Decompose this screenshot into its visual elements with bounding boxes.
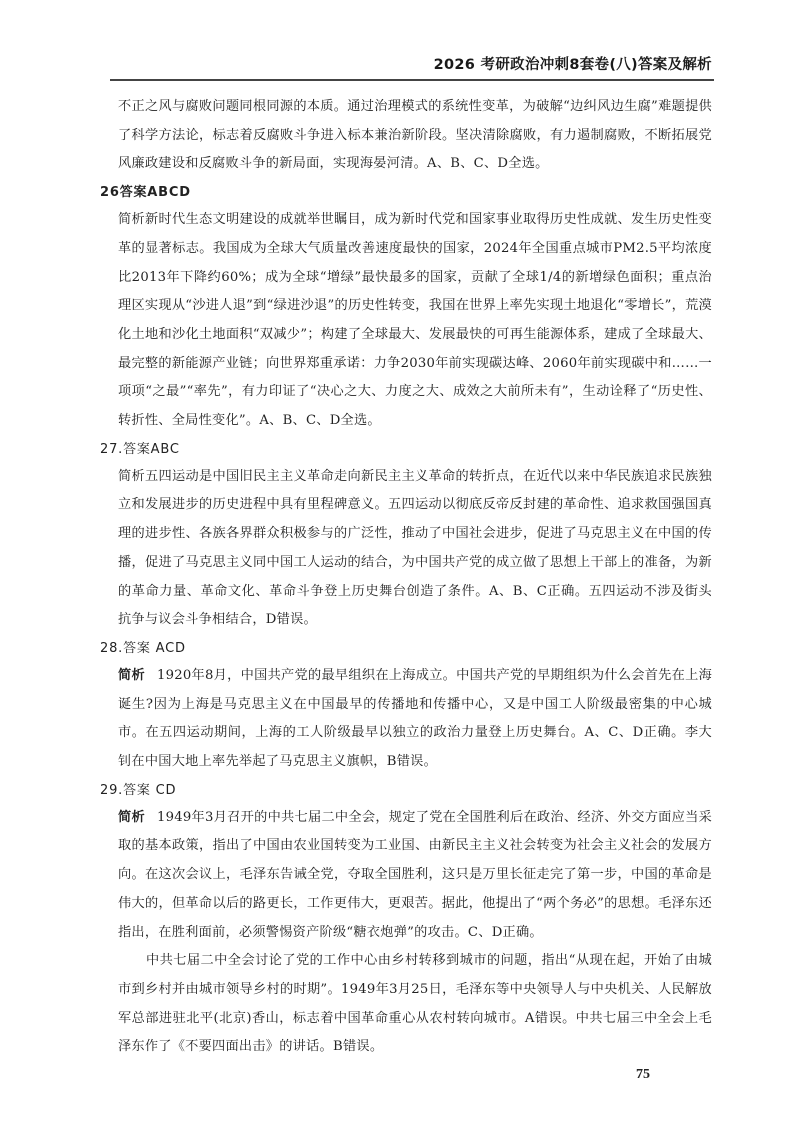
q28-analysis-label: 简析 [118,667,145,683]
q26-heading: 26答案ABCD [100,185,191,201]
page-number: 75 [636,1067,650,1082]
q28-analysis-text: 1920年8月，中国共产党的最早组织在上海成立。中国共产党的早期组织为什么会首先在上海诞生?因为上海是马克思主义在中国最早的传播地和传播中心，又是中国工人阶级最密集的中心城市。在五四运动期间，上海的工人阶级最早以独立的政治力量登上历史舞台。A、C、D正确。李大钊在中国大地上率先举起了马克思主义旗帜，B错误。 [118,667,713,770]
answer-content [100,93,712,1062]
q28-analysis [100,662,712,777]
q29-heading: 29.答案 CD [100,782,177,798]
q27-analysis: 简析五四运动是中国旧民主主义革命走向新民主主义革命的转折点，在近代以来中华民族追求民族独立和发展进步的历史进程中具有里程碑意义。五四运动以彻底反帝反封建的革命性、追求救国强国真理的进步性、各族各界群众积极参与的广泛性，推动了中国社会进步，促进了马克思主义在中国的传播，促进了马克思主义同中国工人运动的结合，为中国共产党的成立做了思想上干部上的准备，为新的革命力量、革命文化、革命斗争登上历史舞台创造了条件。A、B、C正确。五四运动不涉及街头抗争与议会斗争相结合，D错误。 [118,468,712,628]
q29-analysis-continued: 中共七届二中全会讨论了党的工作中心由乡村转移到城市的问题，指出“从现在起，开始了由城市到乡村并由城市领导乡村的时期”。1949年3月25日，毛泽东等中央领导人与中央机关、人民解放军总部进驻北平(北京)香山，标志着中国革命重心从农村转向城市。A错误。中共七届三中全会上毛泽东作了《不要四面出击》的讲话。B错误。 [118,953,712,1055]
q26-analysis: 简析新时代生态文明建设的成就举世瞩目，成为新时代党和国家事业取得历史性成就、发生历史性变革的显著标志。我国成为全球大气质量改善速度最快的国家，2024年全国重点城市PM2.5平均浓度比2013年下降约60%；成为全球“增绿”最快最多的国家，贡献了全球1/4的新增绿色面积；重点治理区实现从“沙进人退”到“绿进沙退”的历史性转变，我国在世界上率先实现土地退化“零增长”，荒漠化土地和沙化土地面积“双减少”；构建了全球最大、发展最快的可再生能源体系，建成了全球最大、最完整的新能源产业链；向世界郑重承诺：力争2030年前实现碳达峰、2060年前实现碳中和……一项项“之最”“率先”，有力印证了“决心之大、力度之大、成效之大前所未有”，生动诠释了“历史性、转折性、全局性变化”。A、B、C、D全选。 [118,212,712,429]
page-header: 2026 考研政治冲刺8套卷(八)答案及解析 [433,57,712,73]
intro-paragraph: 不正之风与腐败问题同根同源的本质。通过治理模式的系统性变革，为破解“边纠风边生腐”难题提供了科学方法论，标志着反腐败斗争进入标本兼治新阶段。坚决清除腐败，有力遏制腐败，不断拓展党风廉政建设和反腐败斗争的新局面，实现海晏河清。A、B、C、D全选。 [118,99,712,172]
q27-heading: 27.答案ABC [100,441,180,457]
q29-analysis-text: 1949年3月召开的中共七届二中全会，规定了党在全国胜利后在政治、经济、外交方面应当采取的基本政策，指出了中国由农业国转变为工业国、由新民主主义社会转变为社会主义社会的发展方向。在这次会议上，毛泽东告诫全党，夺取全国胜利，这只是万里长征走完了第一步，中国的革命是伟大的，但革命以后的路更长，工作更伟大，更艰苦。据此，他提出了“两个务必”的思想。毛泽东还指出，在胜利面前，必须警惕资产阶级“糖衣炮弹”的攻击。C、D正确。 [118,809,713,940]
q29-analysis [100,804,712,948]
header-divider [110,79,714,81]
q29-analysis-label: 简析 [118,809,145,825]
q28-heading: 28.答案 ACD [100,640,186,656]
